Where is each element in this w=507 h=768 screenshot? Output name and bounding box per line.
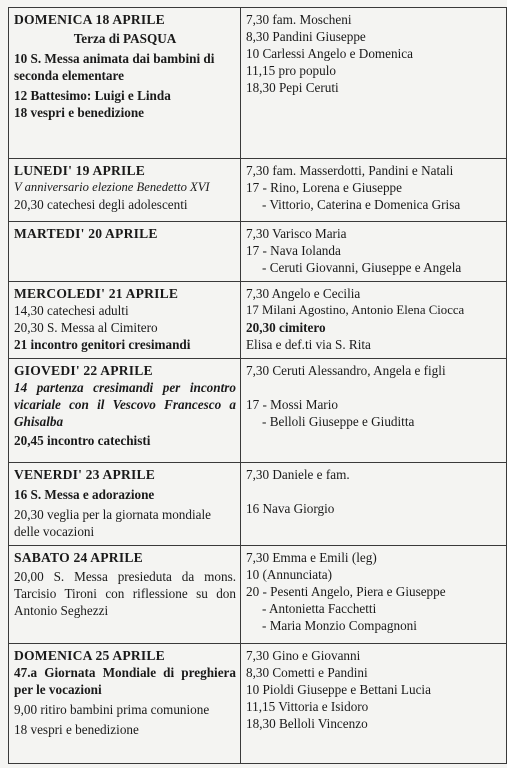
event-line: 20,30 S. Messa al Cimitero — [14, 320, 158, 335]
intention-line: 7,30 Gino e Giovanni — [246, 648, 361, 663]
table-row — [9, 222, 507, 282]
mass-schedule-table — [8, 7, 507, 764]
intention-line: 10 (Annunciata) — [246, 567, 333, 582]
intention-line: - Ceruti Giovanni, Giuseppe e Angela — [262, 260, 462, 275]
day-heading: DOMENICA 25 APRILE — [14, 648, 165, 663]
intention-line: 7,30 Varisco Maria — [246, 226, 347, 241]
day-heading: SABATO 24 APRILE — [14, 550, 143, 565]
intention-line: - Vittorio, Caterina e Domenica Grisa — [262, 197, 461, 212]
intention-line: 17 - Mossi Mario — [246, 397, 338, 412]
day-heading: LUNEDI' 19 APRILE — [14, 163, 146, 178]
day-events-cell — [9, 546, 241, 644]
day-events-cell — [9, 463, 241, 546]
day-heading: VENERDI' 23 APRILE — [14, 467, 156, 482]
event-line: 20,30 veglia per la giornata mondiale delle vocazioni — [14, 507, 212, 539]
event-line: 18 vespri e benedizione — [14, 105, 145, 120]
event-line: 20,30 catechesi degli adolescenti — [14, 197, 188, 212]
event-line: 14 partenza cresimandi per incontro vicariale con il Vescovo Francesco a Ghisalba — [14, 380, 236, 429]
event-line: 9,00 ritiro bambini prima comunione — [14, 702, 210, 717]
intention-line: 10 Carlessi Angelo e Domenica — [246, 46, 414, 61]
intention-line: 7,30 fam. Masserdotti, Pandini e Natali — [246, 163, 454, 178]
mass-intentions-cell — [241, 644, 507, 764]
day-heading: DOMENICA 18 APRILE — [14, 12, 165, 27]
day-heading: MERCOLEDI' 21 APRILE — [14, 286, 179, 301]
intention-line: 20 - Pesenti Angelo, Piera e Giuseppe — [246, 584, 446, 599]
event-line: 14,30 catechesi adulti — [14, 303, 129, 318]
intention-line: 7,30 fam. Moscheni — [246, 12, 352, 27]
intention-line: - Belloli Giuseppe e Giuditta — [262, 414, 415, 429]
event-line: 18 vespri e benedizione — [14, 722, 139, 737]
day-heading: MARTEDI' 20 APRILE — [14, 226, 158, 241]
intention-line: 16 Nava Giorgio — [246, 501, 335, 516]
table-row — [9, 282, 507, 359]
event-line: 20,00 S. Messa presieduta da mons. Tarcisio Tironi con riflessione su don Antonio Seghezzi — [14, 569, 236, 618]
mass-intentions-cell — [241, 222, 507, 282]
day-events-cell — [9, 644, 241, 764]
table-row — [9, 463, 507, 546]
intention-line: 18,30 Belloli Vincenzo — [246, 716, 368, 731]
mass-intentions-cell — [241, 359, 507, 463]
event-line: 20,45 incontro catechisti — [14, 433, 151, 448]
intention-line: 8,30 Pandini Giuseppe — [246, 29, 366, 44]
intention-line: 18,30 Pepi Ceruti — [246, 80, 339, 95]
intention-line: 7,30 Ceruti Alessandro, Angela e figli — [246, 363, 446, 378]
intention-line: 7,30 Angelo e Cecilia — [246, 286, 361, 301]
event-line: 21 incontro genitori cresimandi — [14, 337, 191, 352]
intention-line: 11,15 pro populo — [246, 63, 336, 78]
table-row — [9, 359, 507, 463]
day-events-cell — [9, 222, 241, 282]
event-line: 10 S. Messa animata dai bambini di seconda elementare — [14, 51, 215, 83]
table-row — [9, 159, 507, 222]
intention-line: Elisa e def.ti via S. Rita — [246, 337, 371, 352]
intention-line: - Antonietta Facchetti — [262, 601, 377, 616]
day-events-cell — [9, 8, 241, 159]
intention-line: 8,30 Cometti e Pandini — [246, 665, 368, 680]
mass-intentions-cell — [241, 159, 507, 222]
table-row — [9, 8, 507, 159]
intention-line: 7,30 Emma e Emili (leg) — [246, 550, 377, 565]
table-row — [9, 644, 507, 764]
event-line: 12 Battesimo: Luigi e Linda — [14, 88, 171, 103]
event-line: 16 S. Messa e adorazione — [14, 487, 155, 502]
intention-line: 11,15 Vittoria e Isidoro — [246, 699, 369, 714]
day-events-cell — [9, 359, 241, 463]
event-line: V anniversario elezione Benedetto XVI — [14, 180, 210, 194]
intention-line: 17 Milani Agostino, Antonio Elena Ciocca — [246, 303, 465, 317]
mass-intentions-cell — [241, 282, 507, 359]
intention-line: 17 - Nava Iolanda — [246, 243, 341, 258]
mass-intentions-cell — [241, 546, 507, 644]
day-events-cell — [9, 159, 241, 222]
event-line: Terza di PASQUA — [73, 31, 177, 46]
intention-line: 7,30 Daniele e fam. — [246, 467, 350, 482]
day-events-cell — [9, 282, 241, 359]
mass-intentions-cell — [241, 463, 507, 546]
intention-line: 17 - Rino, Lorena e Giuseppe — [246, 180, 403, 195]
mass-intentions-cell — [241, 8, 507, 159]
day-heading: GIOVEDI' 22 APRILE — [14, 363, 153, 378]
event-line: 47.a Giornata Mondiale di preghiera per le vocazioni — [14, 665, 236, 697]
table-row — [9, 546, 507, 644]
intention-line: 10 Pioldi Giuseppe e Bettani Lucia — [246, 682, 431, 697]
intention-line: - Maria Monzio Compagnoni — [262, 618, 417, 633]
intention-line: 20,30 cimitero — [246, 320, 326, 335]
